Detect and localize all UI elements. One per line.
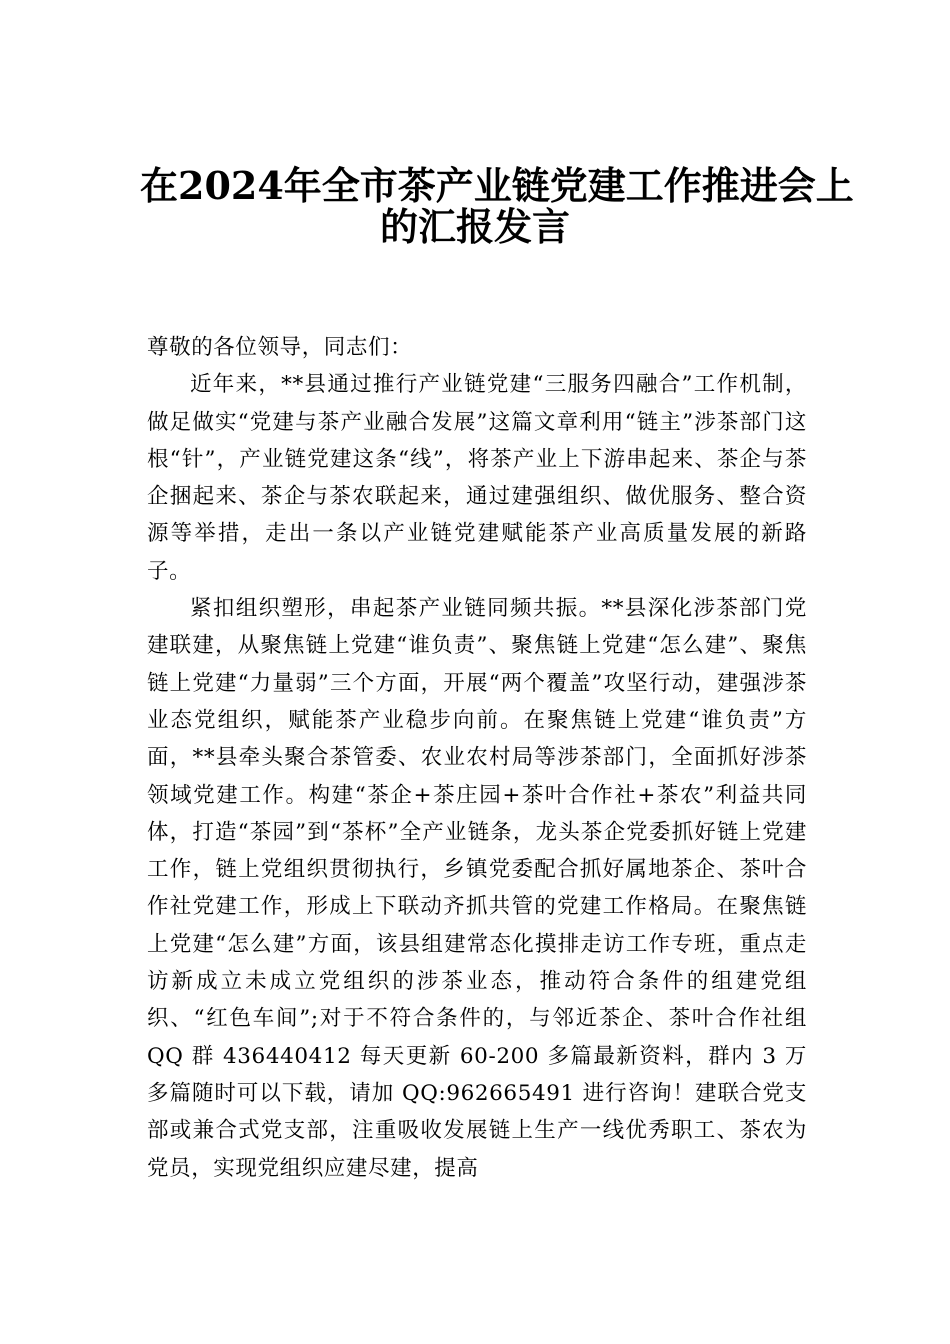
paragraph-organization: 紧扣组织塑形，串起茶产业链同频共振。**县深化涉茶部门党建联建，从聚焦链上党建“谁负责”、聚焦链上党建“怎么建”、聚焦链上党建“力量弱”三个方面，开展“两个覆盖”攻坚行动，建强涉茶业态党组织，赋能茶产业稳步向前。在聚焦链上党建“谁负责”方面，**县牵头聚合茶管委、农业农村局等涉茶部门，全面抓好涉茶领域党建工作。构建“茶企+茶庄园+茶叶合作社+茶农”利益共同体，打造“茶园”到“茶杯”全产业链条，龙头茶企党委抓好链上党建工作，链上党组织贯彻执行，乡镇党委配合抓好属地茶企、茶叶合作社党建工作，形成上下联动齐抓共管的党建工作格局。在聚焦链上党建“怎么建”方面，该县组建常态化摸排走访工作专班，重点走访新成立未成立党组织的涉茶业态，推动符合条件的组建党组织、“红色车间”;对于不符合条件的，与邻近茶企、茶叶合作社组 QQ 群 436440412 每天更新 60-200 多篇最新资料，群内 3 万多篇随时可以下载，请加 QQ:962665491 进行咨询！建联合党支部或兼合式党支部，注重吸收发展链上生产一线优秀职工、茶农为党员，实现党组织应建尽建，提高 — [147, 596, 807, 1181]
document-title-line-2: 的汇报发言 — [379, 204, 570, 249]
document-title-line-1: 在2024年全市茶产业链党建工作推进会上 — [140, 163, 854, 208]
salutation: 尊敬的各位领导，同志们： — [147, 335, 413, 360]
paragraph-intro: 近年来，**县通过推行产业链党建“三服务四融合”工作机制，做足做实“党建与茶产业融合发展”这篇文章利用“链主”涉茶部门这根“针”，产业链党建这条“线”，将茶产业上下游串起来、茶企与茶企捆起来、茶企与茶农联起来，通过建强组织、做优服务、整合资源等举措，走出一条以产业链党建赋能茶产业高质量发展的新路子。 — [147, 372, 807, 584]
document-body — [147, 329, 807, 1187]
